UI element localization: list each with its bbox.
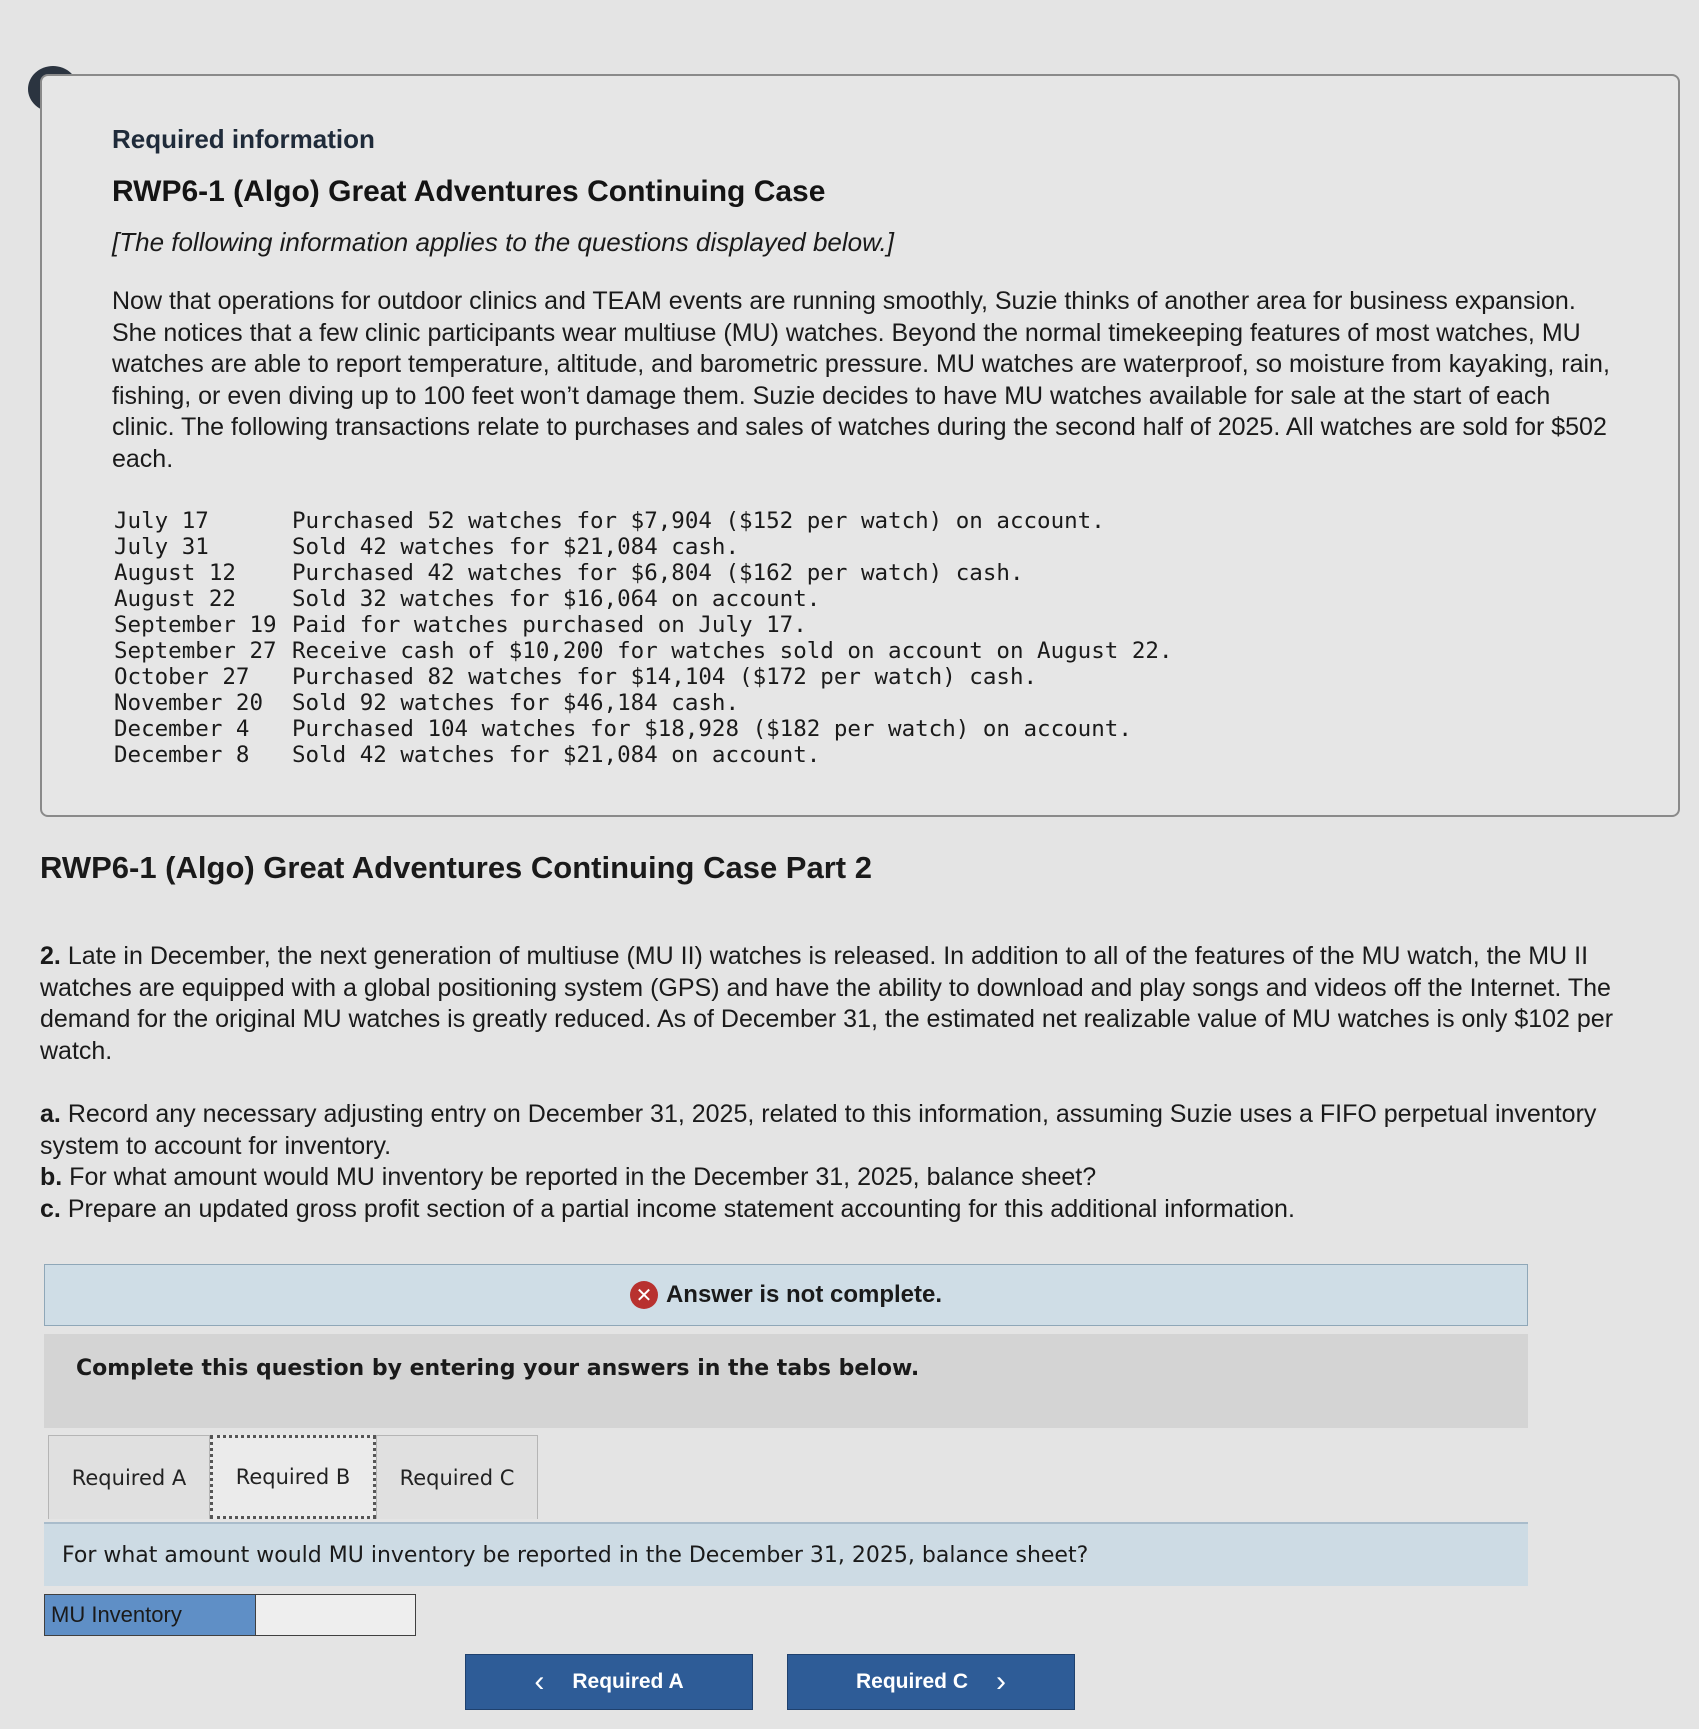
subquestion-text: For what amount would MU inventory be reported in the December 31, 2025, balance sheet? <box>69 1163 1097 1191</box>
transaction-row <box>114 508 1173 534</box>
transaction-row <box>114 742 1173 768</box>
transaction-description: Sold 92 watches for $46,184 cash. <box>292 690 740 716</box>
transaction-description: Purchased 104 watches for $18,928 ($182 per watch) on account. <box>292 716 1132 742</box>
mu-inventory-input[interactable] <box>256 1594 416 1636</box>
subquestion-letter: b. <box>40 1163 63 1191</box>
answer-status-text: Answer is not complete. <box>665 1281 943 1308</box>
transaction-date: September 19 <box>114 612 277 638</box>
transaction-list <box>114 508 1173 768</box>
transaction-description: Sold 32 watches for $16,064 on account. <box>292 586 821 612</box>
chevron-left-icon: ‹ <box>534 1665 545 1698</box>
part-title: RWP6-1 (Algo) Great Adventures Continuing Case Part 2 <box>40 850 872 885</box>
x-circle-icon: ✕ <box>630 1281 658 1309</box>
subquestion-text: Record any necessary adjusting entry on December 31, 2025, related to this information, assuming Suzie uses a FIFO perpetual inventory system to account for inventory. <box>40 1100 1597 1160</box>
transaction-row <box>114 560 1173 586</box>
transaction-description: Sold 42 watches for $21,084 on account. <box>292 742 821 768</box>
transaction-description: Purchased 52 watches for $7,904 ($152 per watch) on account. <box>292 508 1105 534</box>
transaction-description: Paid for watches purchased on July 17. <box>292 612 807 638</box>
mu-inventory-row <box>44 1594 416 1636</box>
tab-question-bar: For what amount would MU inventory be reported in the December 31, 2025, balance sheet? <box>44 1522 1528 1586</box>
transaction-date: November 20 <box>114 690 264 716</box>
transaction-description: Sold 42 watches for $21,084 cash. <box>292 534 740 560</box>
tab-required-c[interactable]: Required C <box>376 1435 538 1519</box>
transaction-date: October 27 <box>114 664 250 690</box>
transaction-row <box>114 638 1173 664</box>
case-title: RWP6-1 (Algo) Great Adventures Continuing Case <box>112 175 826 208</box>
transaction-date: December 8 <box>114 742 250 768</box>
subquestion-b <box>40 1162 1680 1194</box>
next-button-label: Required C <box>855 1670 968 1693</box>
transaction-date: December 4 <box>114 716 250 742</box>
instructions-text: Complete this question by entering your answers in the tabs below. <box>76 1356 920 1381</box>
subquestion-a <box>40 1099 1680 1162</box>
subquestion-list <box>40 1099 1680 1225</box>
next-required-c-button[interactable] <box>787 1654 1075 1710</box>
transaction-date: August 22 <box>114 586 236 612</box>
transaction-row <box>114 716 1173 742</box>
transaction-description: Receive cash of $10,200 for watches sold on account on August 22. <box>292 638 1173 664</box>
transaction-row <box>114 534 1173 560</box>
transaction-row <box>114 664 1173 690</box>
transaction-date: July 17 <box>114 508 209 534</box>
subquestion-c <box>40 1194 1680 1226</box>
required-information-heading: Required information <box>112 124 375 154</box>
applies-note: [The following information applies to the questions displayed below.] <box>112 227 894 257</box>
subquestion-text: Prepare an updated gross profit section of a partial income statement accounting for this additional information. <box>67 1194 1295 1223</box>
question-2-text: Late in December, the next generation of multiuse (MU II) watches is released. In addition to all of the features of the MU watch, the MU II watches are equipped with a global positioning system (GPS) and have the ability to download and play songs and videos off the Internet. The demand for the original MU watches is greatly reduced. As of December 31, the estimated net realizable value of MU watches is only $102 per watch. <box>40 942 1614 1065</box>
transaction-date: September 27 <box>114 638 277 664</box>
previous-button-label: Required A <box>572 1670 684 1693</box>
question-2 <box>40 941 1680 1067</box>
mu-inventory-label: MU Inventory <box>44 1594 256 1636</box>
tab-required-a[interactable]: Required A <box>48 1435 210 1519</box>
instructions-panel <box>44 1334 1528 1428</box>
transaction-row <box>114 612 1173 638</box>
tab-required-b[interactable]: Required B <box>210 1435 376 1519</box>
answer-status-banner <box>44 1264 1528 1326</box>
transaction-date: August 12 <box>114 560 236 586</box>
previous-required-a-button[interactable] <box>465 1654 753 1710</box>
question-number: 2. <box>40 942 61 970</box>
transaction-row <box>114 690 1173 716</box>
subquestion-letter: c. <box>40 1194 61 1223</box>
chevron-right-icon: › <box>996 1665 1006 1698</box>
transaction-date: July 31 <box>114 534 209 560</box>
transaction-description: Purchased 82 watches for $14,104 ($172 per watch) cash. <box>292 664 1038 690</box>
subquestion-letter: a. <box>40 1100 61 1128</box>
tab-bar <box>48 1435 538 1519</box>
transaction-row <box>114 586 1173 612</box>
intro-paragraph: Now that operations for outdoor clinics and TEAM events are running smoothly, Suzie thinks of another area for business expansion. She notices that a few clinic participants wear multiuse (MU) watches. Beyond the normal timekeeping features of most watches, MU watches are able to report temperature, altitude, and barometric pressure. MU watches are waterproof, so moisture from kayaking, rain, fishing, or even diving up to 100 feet won’t damage them. Suzie decides to have MU watches available for sale at the start of each clinic. The following transactions relate to purchases and sales of watches during the second half of 2025. All watches are sold for $502 each. <box>112 287 1610 473</box>
transaction-description: Purchased 42 watches for $6,804 ($162 per watch) cash. <box>292 560 1024 586</box>
